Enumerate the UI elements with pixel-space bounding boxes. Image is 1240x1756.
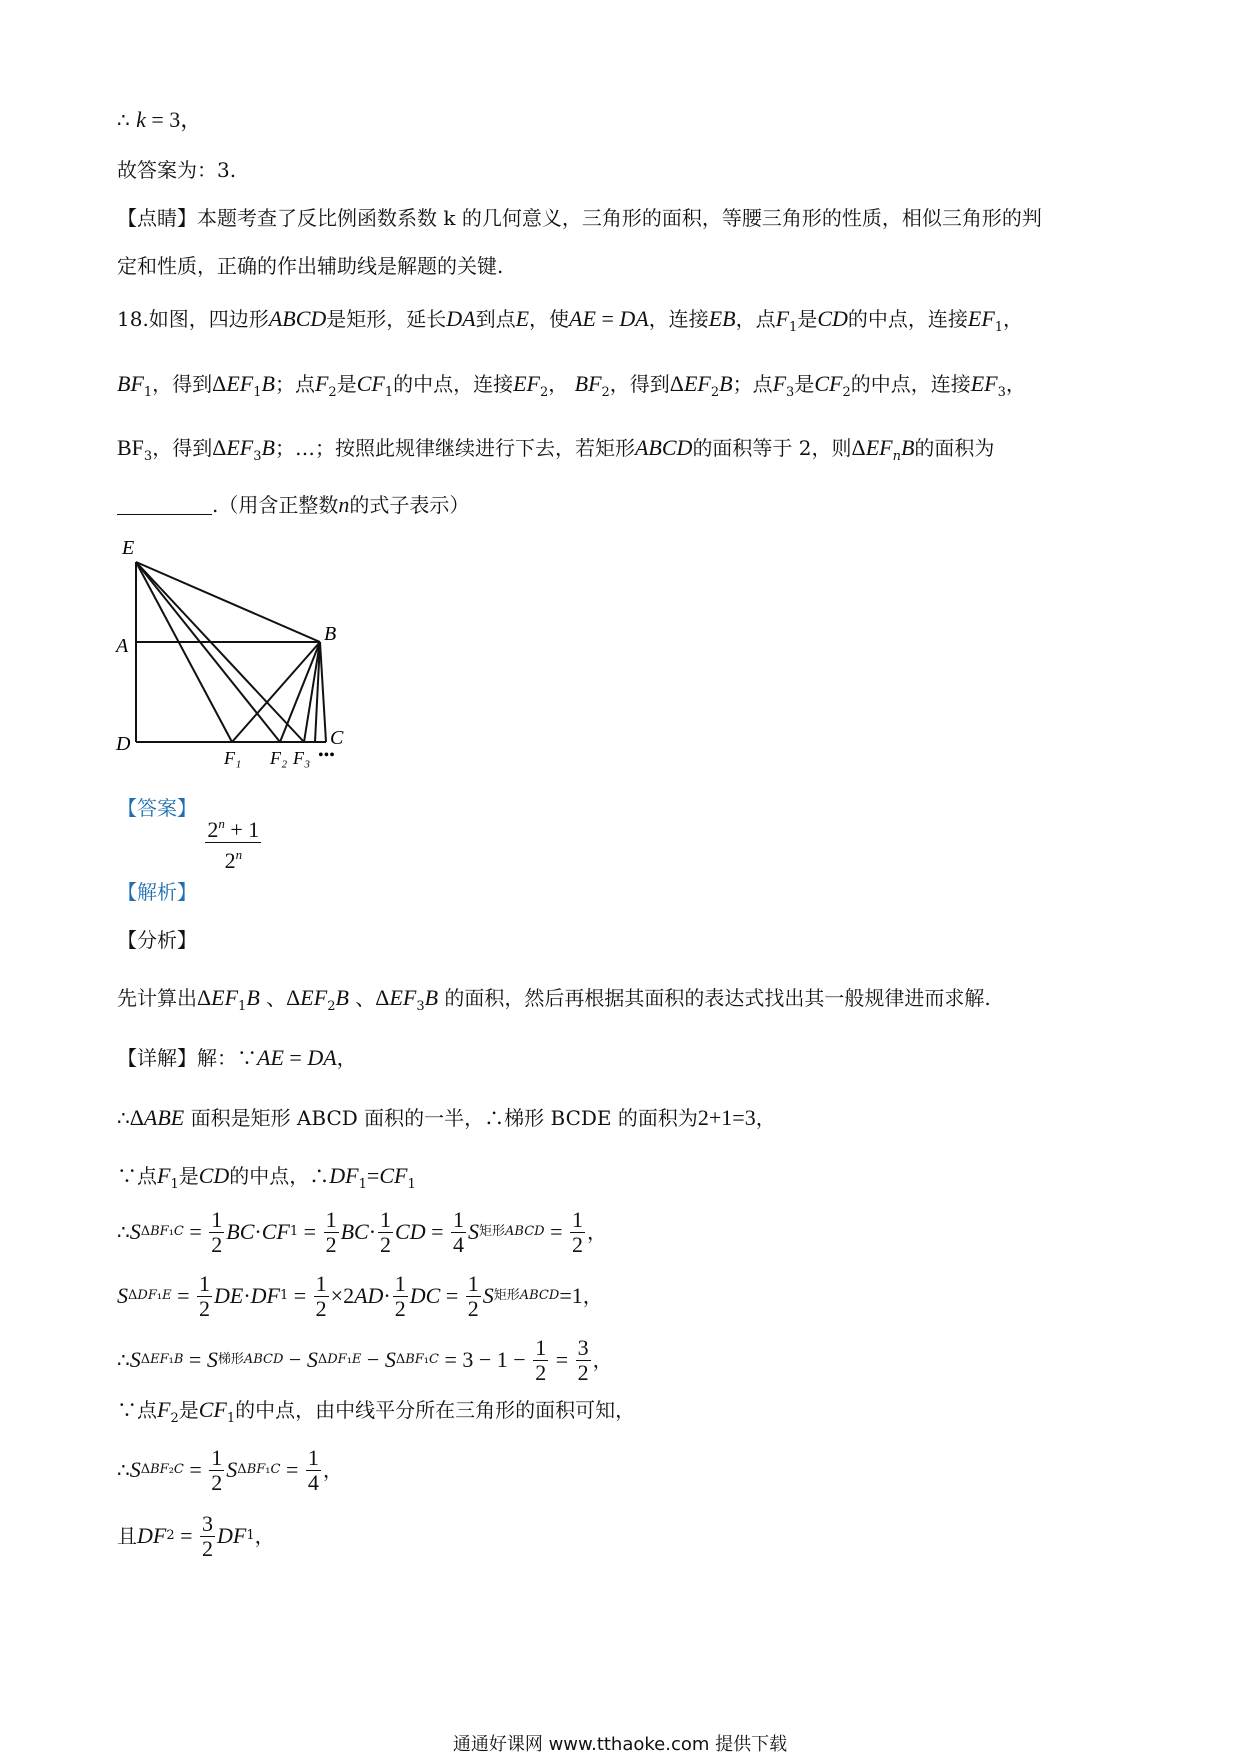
equation-4: ∴ S ΔBF₂C = $\frac{1}{2}$ S ΔBF₁C = $\frac{1}{4}$ ，	[117, 1444, 343, 1495]
answer-label: 【答案】	[117, 796, 197, 820]
question-line-2: $BF_1$，得到$\Delta EF_1B$；点$F_2$是$CF_1$的中点，连接$EF_2$， $BF_2$，得到$\Delta EF_2B$；点$F_3$是$CF_2$的中点，连接$EF_3$，	[117, 371, 1026, 400]
label-F2: F₂	[270, 748, 288, 768]
geometry-figure	[108, 530, 358, 770]
label-C: C	[330, 727, 344, 749]
equation-1: ∴ S ΔBF₁C = $\frac{1}{2}$ BC · CF 1 = $\frac{1}{2}$ BC · $\frac{1}{2}$ CD = $\frac{1}{4}$ S 矩形ABCD = $\frac{1}{2}$ ，	[117, 1206, 608, 1257]
label-F1: F₁	[224, 748, 242, 768]
footer: 通通好课网 www.tthaoke.com 提供下载	[452, 1734, 788, 1755]
answer-line: 故答案为：3.	[117, 158, 237, 182]
label-ellipsis: •••	[318, 747, 335, 764]
label-F3: F₃	[293, 748, 311, 768]
line-therefore-k: ∴ k = 3，	[117, 107, 203, 132]
answer-row	[117, 796, 263, 873]
answer-fraction: $\frac{2^n + 1}{2^n}$	[205, 812, 261, 873]
comment-line-1: 【点睛】本题考查了反比例函数系数 k 的几何意义，三角形的面积，等腰三角形的性质，相似三角形的判	[117, 206, 1042, 230]
detail-line-2: ∴ΔABE 面积是矩形 ABCD 面积的一半，∴梯形 BCDE 的面积为2+1=3，	[117, 1105, 776, 1130]
detail-line-3: ∵点$F_1$是CD的中点，$\therefore DF_1=CF_1$	[117, 1163, 416, 1192]
equation-5: 且 DF 2 = $\frac{3}{2}$ DF 1 ，	[117, 1510, 275, 1561]
question-line-4: .（用含正整数n的式子表示）	[117, 493, 469, 517]
equation-3: ∴ S ΔEF₁B = S 梯形ABCD − S ΔDF₁E − S ΔBF₁C = 3 − 1 − $\frac{1}{2}$ = $\frac{3}{2}$ ，	[117, 1334, 613, 1385]
question-line-1: 18.如图，四边形ABCD是矩形，延长DA到点E，使AE = DA，连接EB，点$F_1$是CD的中点，连接$EF_1$，	[117, 306, 1024, 335]
fenxi-label: 【分析】	[117, 928, 197, 952]
label-D: D	[116, 733, 131, 755]
detail-line-f2: ∵点$F_2$是$CF_1$的中点，由中线平分所在三角形的面积可知，	[117, 1397, 636, 1426]
label-E: E	[122, 537, 135, 559]
equation-2: S ΔDF₁E = $\frac{1}{2}$ DE · DF 1 = $\frac{1}{2}$ ×2 AD · $\frac{1}{2}$ DC = $\frac{1}{2}$ S 矩形ABCD =1 ，	[117, 1270, 603, 1321]
comment-line-2: 定和性质，正确的作出辅助线是解题的关键.	[117, 254, 504, 278]
label-B: B	[324, 623, 337, 645]
question-line-3: $BF_3$，得到$\Delta EF_3B$；…；按照此规律继续进行下去，若矩形ABCD的面积等于 2，则$\Delta EF_nB$的面积为	[117, 435, 995, 464]
method-line: 先计算出$\Delta EF_1B$ 、$\Delta EF_2B$ 、$\Delta EF_3B$ 的面积，然后再根据其面积的表达式找出其一般规律进而求解.	[117, 985, 991, 1014]
analysis-label: 【解析】	[117, 880, 197, 904]
label-A: A	[116, 635, 129, 657]
detail-line-1: 【详解】解：∵AE = DA，	[117, 1045, 357, 1070]
answer-blank	[117, 494, 212, 515]
